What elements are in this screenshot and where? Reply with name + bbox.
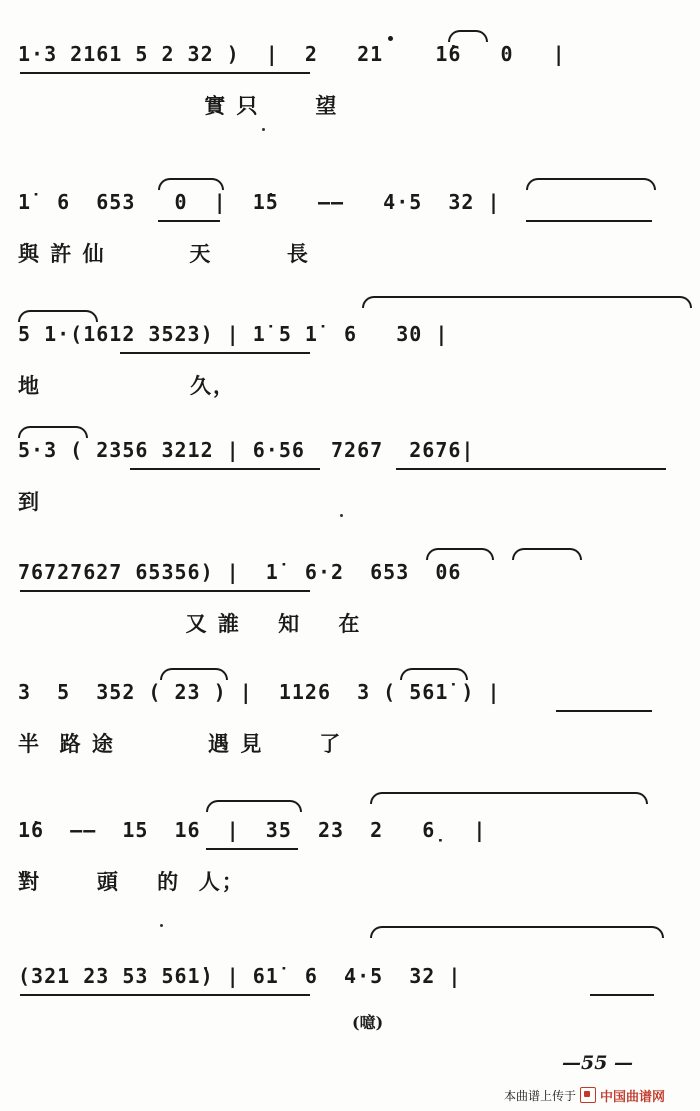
- notation-system-4: [0, 438, 700, 556]
- lyric-line: 與 許 仙 天 長: [18, 241, 310, 266]
- underline-beam: [158, 220, 220, 222]
- notation-line: 76727627 65356) | 1̇ 6·2 653 06: [18, 560, 462, 584]
- lyric-line: 實 只 望: [18, 93, 339, 118]
- scan-speck: [340, 514, 343, 517]
- watermark-prefix: 本曲谱上传于: [504, 1088, 577, 1103]
- slur-mark: [426, 548, 494, 560]
- underline-beam: [20, 72, 310, 74]
- octave-dot: [388, 36, 393, 41]
- notation-line: 5 1·(1612 3523) | 1̇ 5 1̇ 6 30 |: [18, 322, 449, 346]
- notation-system-5: [0, 560, 700, 678]
- underline-beam: [20, 590, 310, 592]
- slur-mark: [206, 800, 302, 812]
- scan-speck: [262, 128, 265, 131]
- lyric-line: 半 路 途 遇 見 了: [18, 731, 343, 756]
- notation-system-3: [0, 322, 700, 440]
- lyric-line: 對 頭 的 人；: [18, 869, 245, 894]
- underline-beam: [130, 468, 320, 470]
- site-watermark: [504, 1083, 700, 1107]
- notation-line: 5·3 ( 2356 3212 | 6·56 7267 2676|: [18, 438, 475, 462]
- notation-line: 3 5 352 ( 23 ) | 1126 3 ( 561̇ ) |: [18, 680, 501, 704]
- underline-beam: [526, 220, 652, 222]
- notation-line: 1̇ 6 653 0 | 1̇5 —— 4·5 32 |: [18, 190, 501, 214]
- lyric-line: 到: [18, 489, 41, 514]
- watermark-brand: 中国曲谱网: [600, 1089, 666, 1105]
- slur-mark: [448, 30, 488, 42]
- slur-mark: [18, 426, 88, 438]
- slur-mark: [370, 926, 664, 938]
- footnote-text: (噫): [352, 1013, 384, 1032]
- slur-mark: [370, 792, 648, 804]
- notation-line: 1·3 2161 5 2 32 ) | 2 21 1̇6 0 |: [18, 42, 566, 66]
- slur-mark: [526, 178, 656, 190]
- lyric-line: 又 誰 知 在: [18, 611, 362, 636]
- slur-mark: [512, 548, 582, 560]
- notation-system-7: [0, 818, 700, 936]
- lyric-line: 地 久，: [18, 373, 236, 398]
- scan-speck: [160, 924, 163, 927]
- notation-line: (321 23 53 561̇) | 61̇ 6 4·5 32 |: [18, 964, 462, 988]
- slur-mark: [160, 668, 228, 680]
- page-number: —55 —: [562, 1052, 634, 1074]
- underline-beam: [206, 848, 298, 850]
- slur-mark: [18, 310, 98, 322]
- slur-mark: [400, 668, 468, 680]
- underline-beam: [590, 994, 654, 996]
- notation-system-1: [0, 42, 700, 160]
- notation-system-2: [0, 190, 700, 308]
- slur-mark: [158, 178, 224, 190]
- notation-system-6: [0, 680, 700, 798]
- site-logo-icon: [580, 1087, 596, 1103]
- underline-beam: [120, 352, 310, 354]
- slur-mark: [362, 296, 692, 308]
- underline-beam: [556, 710, 652, 712]
- underline-beam: [20, 994, 310, 996]
- notation-line: 1̇6 —— 15 16 | 35 23 2 6̣ |: [18, 818, 487, 842]
- underline-beam: [396, 468, 666, 470]
